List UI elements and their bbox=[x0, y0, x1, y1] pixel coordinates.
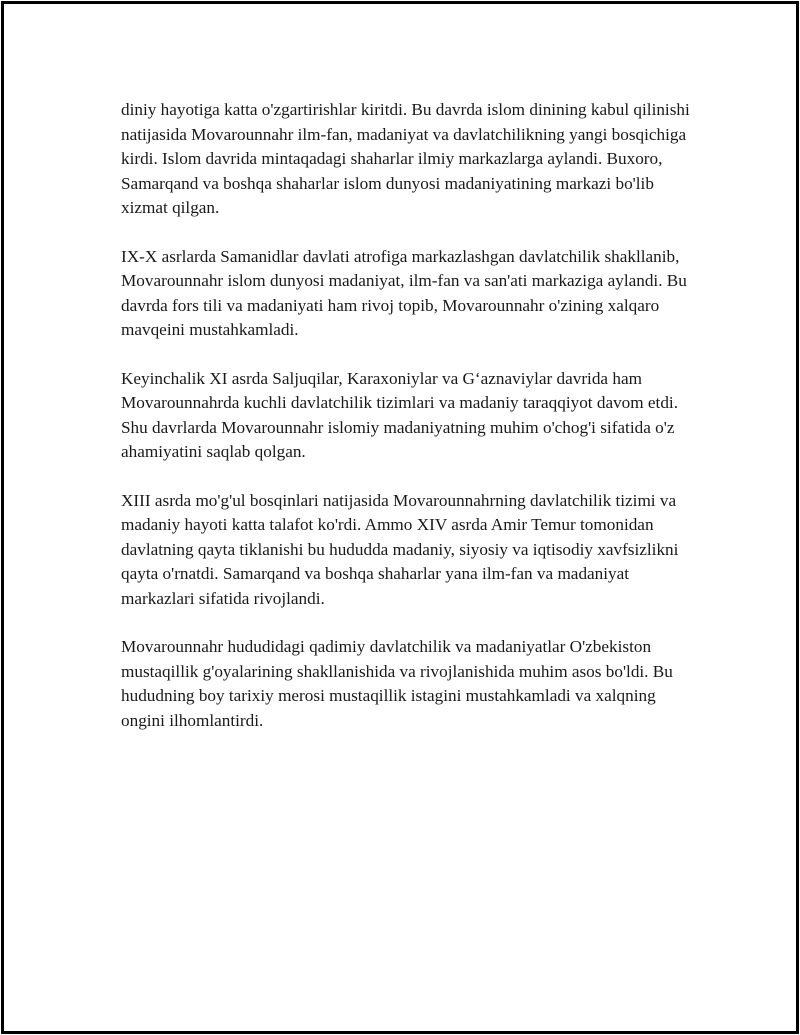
paragraph: XIII asrda mo'g'ul bosqinlari natijasida Movarounnahrning davlatchilik tizimi va madaniy hayoti katta talafot ko'rdi. Ammo XIV asrda Amir Temur tomonidan davlatning qayta tiklanishi bu hududda madaniy, siyosiy va iqtisodiy xavfsizlikni qayta o'rnatdi. Samarqand va boshqa shaharlar yana ilm-fan va madaniyat markazlari sifatida rivojlandi. bbox=[121, 490, 679, 608]
paragraph: Keyinchalik XI asrda Saljuqilar, Karaxoniylar va G‘aznaviylar davrida ham Movarounnahrda kuchli davlatchilik tizimlari va madaniy taraqqiyot davom etdi. Shu davrlarda Movarounnahr islomiy madaniyatning muhim o'chog'i sifatida o'z ahamiyatini saqlab qolgan. bbox=[121, 368, 678, 461]
page-frame bbox=[1, 1, 799, 1034]
document-body bbox=[121, 98, 699, 733]
paragraph: IX-X asrlarda Samanidlar davlati atrofiga markazlashgan davlatchilik shakllanib, Movarounnahr islom dunyosi madaniyat, ilm-fan va san'ati markaziga aylandi. Bu davrda fors tili va madaniyati ham rivoj topib, Movarounnahr o'zining xalqaro mavqeini mustahkamladi. bbox=[121, 246, 687, 339]
paragraph: diniy hayotiga katta o'zgartirishlar kiritdi. Bu davrda islom dinining kabul qilinishi natijasida Movarounnahr ilm-fan, madaniyat va davlatchilikning yangi bosqichiga kirdi. Islom davrida mintaqadagi shaharlar ilmiy markazlarga aylandi. Buxoro, Samarqand va boshqa shaharlar islom dunyosi madaniyatining markazi bo'lib xizmat qilgan. bbox=[121, 100, 690, 217]
paragraph: Movarounnahr hududidagi qadimiy davlatchilik va madaniyatlar O'zbekiston mustaqillik g'oyalarining shakllanishida va rivojlanishida muhim asos bo'ldi. Bu hududning boy tarixiy merosi mustaqillik istagini mustahkamladi va xalqning ongini ilhomlantirdi. bbox=[121, 637, 673, 730]
